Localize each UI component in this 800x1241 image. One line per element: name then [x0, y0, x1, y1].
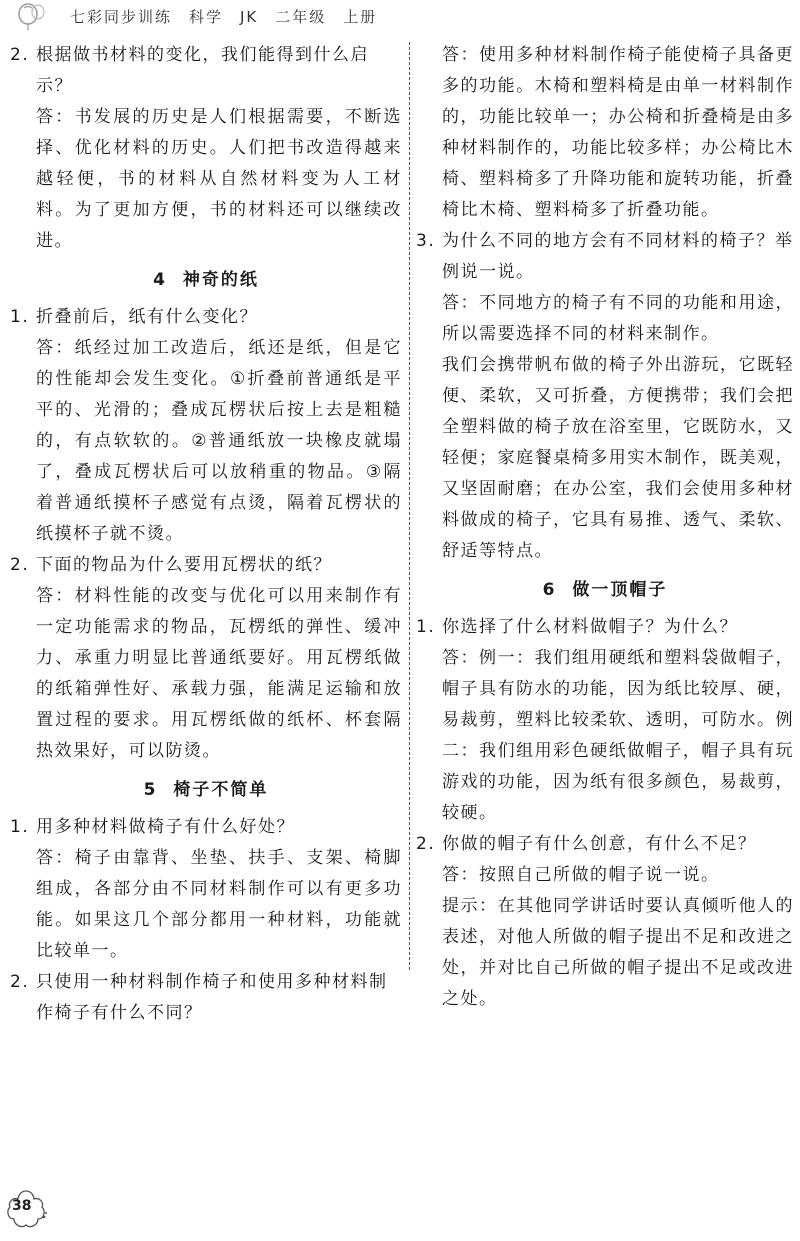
question-number: 3.	[416, 231, 436, 251]
answer-text: 提示：在其他同学讲话时要认真倾听他人的表述，对他人所做的帽子提出不足和改进之处，并对比自己所做的帽子提出不足或改进之处。	[442, 896, 794, 1009]
question	[10, 302, 402, 333]
answer-text: 答：材料性能的改变与优化可以用来制作有一定功能需求的物品，瓦楞纸的弹性、缓冲力、承重力明显比普通纸要好。用瓦楞纸做的纸箱弹性好、承载力强，能满足运输和放置过程的要求。用瓦楞纸做的纸杯、杯套隔热效果好，可以防烫。	[36, 586, 402, 761]
answer-text: 我们会携带帆布做的椅子外出游玩，它既轻便、柔软，又可折叠，方便携带；我们会把全塑料做的椅子放在浴室里，它既防水，又轻便；家庭餐桌椅多用实木制作，既美观，又坚固耐磨；在办公室，我们会使用多种材料做成的椅子，它具有易推、透气、柔软、舒适等特点。	[442, 355, 794, 561]
question-number: 1.	[416, 617, 436, 637]
section-heading	[10, 265, 402, 296]
column-divider	[409, 42, 410, 970]
question-text: 为什么不同的地方会有不同材料的椅子？举例说一说。	[442, 231, 794, 282]
page-footer	[0, 1181, 800, 1241]
answer-text: 答：纸经过加工改造后，纸还是纸，但是它的性能却会发生变化。①折叠前普通纸是平平的、光滑的；叠成瓦楞状后按上去是粗糙的，有点软软的。②普通纸放一块橡皮就塌了，叠成瓦楞状后可以放稍重的物品。③隔着普通纸摸杯子感觉有点烫，隔着瓦楞状的纸摸杯子就不烫。	[36, 338, 402, 544]
question-text: 你选择了什么材料做帽子？为什么？	[442, 617, 738, 637]
left-column	[10, 40, 402, 1029]
question	[10, 550, 402, 581]
question-text: 下面的物品为什么要用瓦楞状的纸？	[36, 555, 332, 575]
question-number: 1.	[10, 307, 30, 327]
answer-text: 答：使用多种材料制作椅子能使椅子具备更多的功能。木椅和塑料椅是由单一材料制作的，功能比较单一；办公椅和折叠椅是由多种材料制作的，功能比较多样；办公椅比木椅、塑料椅多了升降功能和旋转功能，折叠椅比木椅、塑料椅多了折叠功能。	[442, 45, 794, 220]
answer-text: 答：按照自己所做的帽子说一说。	[442, 865, 720, 885]
page-number: 38	[12, 1198, 32, 1214]
question-number: 2.	[10, 45, 30, 65]
question-number: 2.	[10, 555, 30, 575]
section-title: 椅子不简单	[173, 780, 269, 800]
question-text: 只使用一种材料制作椅子和使用多种材料制作椅子有什么不同？	[36, 972, 388, 1023]
question	[10, 812, 402, 843]
section-heading	[10, 775, 402, 806]
section-title: 神奇的纸	[182, 270, 259, 290]
right-column	[416, 40, 794, 1015]
question	[10, 40, 402, 102]
question	[416, 226, 794, 288]
section-number: 6	[542, 580, 557, 600]
section-number: 4	[153, 270, 167, 290]
question-number: 2.	[10, 972, 30, 992]
answer-text: 答：例一：我们组用硬纸和塑料袋做帽子，帽子具有防水的功能，因为纸比较厚、硬，易裁剪，塑料比较柔软、透明，可防水。例二：我们组用彩色硬纸做帽子，帽子具有玩游戏的功能，因为纸有很多颜色，易裁剪，较硬。	[442, 648, 794, 823]
question	[416, 829, 794, 860]
question-number: 1.	[10, 817, 30, 837]
answer-text: 答：椅子由靠背、坐垫、扶手、支架、椅脚组成，各部分由不同材料制作可以有更多功能。如果这几个部分都用一种材料，功能就比较单一。	[36, 848, 402, 961]
section-number: 5	[143, 780, 158, 800]
answer-text: 答：书发展的历史是人们根据需要，不断选择、优化材料的历史。人们把书改造得越来越轻便，书的材料从自然材料变为人工材料。为了更加方便，书的材料还可以继续改进。	[36, 107, 402, 251]
section-title: 做一顶帽子	[572, 580, 668, 600]
balloon-logo-icon	[14, 2, 50, 32]
section-heading	[416, 575, 794, 606]
question	[416, 612, 794, 643]
question	[10, 967, 402, 1029]
page-header	[0, 0, 800, 34]
header-title: 七彩同步训练 科学 JK 二年级 上册	[70, 8, 378, 26]
answer-text: 答：不同地方的椅子有不同的功能和用途，所以需要选择不同的材料来制作。	[442, 293, 794, 344]
question-text: 折叠前后，纸有什么变化？	[36, 307, 258, 327]
question-text: 你做的帽子有什么创意，有什么不足？	[442, 834, 757, 854]
question-text: 根据做书材料的变化，我们能得到什么启示？	[36, 45, 369, 96]
question-number: 2.	[416, 834, 436, 854]
question-text: 用多种材料做椅子有什么好处？	[36, 817, 295, 837]
